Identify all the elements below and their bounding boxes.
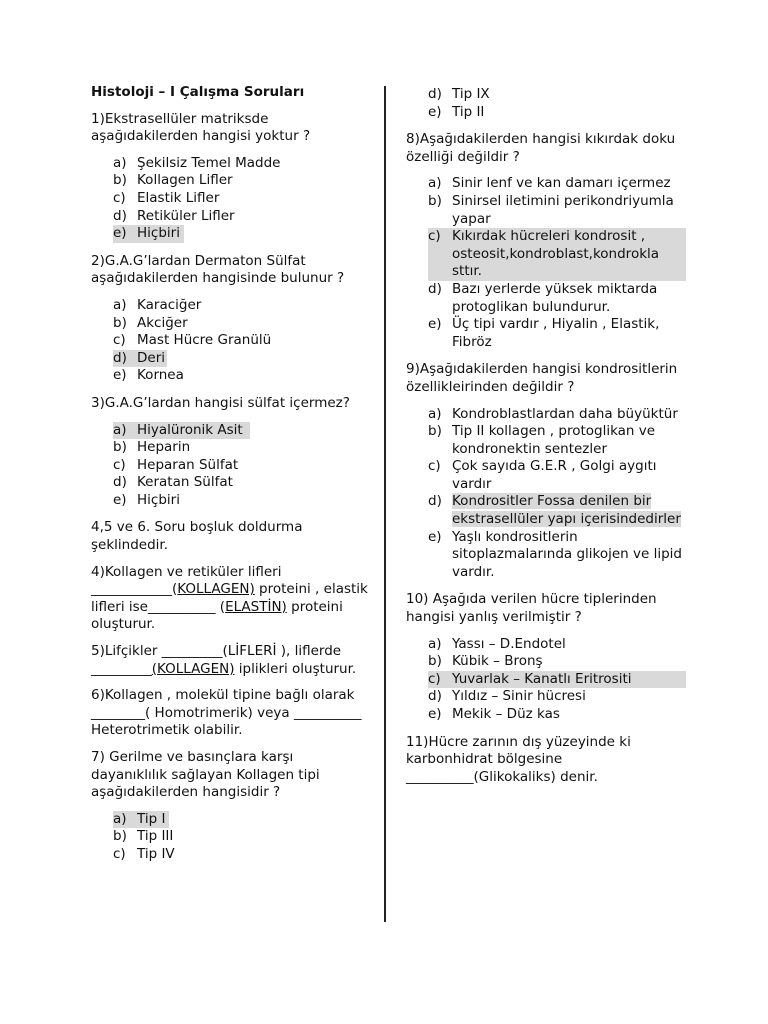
question-5: 5)Lifçikler _________(LİFLERİ ), liflerde _________(KOLLAGEN) iplikleri oluşturur. [91,643,357,677]
option-7a-answer: a) Tip I [91,811,369,829]
option-1e-answer: e) Hiçbiri [91,225,369,243]
question-2: 2)G.A.G’lardan Dermaton Sülfat aşağıdakilerden hangisinde bulunur ? [91,252,345,287]
option-8d: d) Bazı yerlerde yüksek miktarda protoglikan bulundurur. [428,280,658,315]
option-2d-answer: d) Deri [113,349,166,366]
option-2b: b) Akciğer [113,314,188,331]
column-divider [384,86,386,922]
option-8b: b) Sinirsel iletimini perikondriyumla yapar [428,192,674,227]
option-7c: c) Tip IV [113,845,175,862]
answer-collagen-5: (KOLLAGEN) [151,660,235,677]
question-3: 3)G.A.G’lardan hangisi sülfat içermez? [91,394,350,411]
option-1b: b) Kollagen Lifler [113,172,233,189]
question-3-options [91,422,369,510]
option-2c: c) Mast Hücre Granülü [113,332,272,349]
question-7: 7) Gerilme ve basınçlara karşı dayanıklılık sağlayan Kollagen tipi aşağıdakilerden hangisidir ? [91,749,324,801]
question-9: 9)Aşağıdakilerden hangisi kondrositlerin özellikleirinden değildir ? [406,361,682,395]
option-3a-answer: a) Hiyalüronik Asit [91,422,369,440]
question-1: 1)Ekstrasellüler matriksde aşağıdakilerden hangisi yoktur ? [91,110,311,145]
left-column [91,84,373,874]
question-7-options [91,811,369,864]
option-3b: b) Heparin [113,439,191,456]
option-9e: e) Yaşlı kondrositlerin sitoplazmalarında glikojen ve lipid vardır. [428,528,683,580]
question-8-options [406,175,686,351]
question-8: 8)Aşağıdakilerden hangisi kıkırdak doku özelliği değildir ? [406,131,680,165]
option-3d: d) Keratan Sülfat [113,474,233,491]
question-6: 6)Kollagen , molekül tipine bağlı olarak ________( Homotrimerik) veya __________ Heterotrimetik olabilir. [91,687,366,739]
option-2a: a) Karaciğer [113,296,202,313]
option-7e: e) Tip II [428,103,485,120]
answer-elastin: ELASTİN) [225,598,287,615]
option-10b: b) Kübik – Bronş [428,653,543,670]
option-9b: b) Tip II kollagen , protoglikan ve kondronektin sentezler [428,423,656,457]
question-10-options [406,636,686,724]
answer-collagen: KOLLAGEN) [177,581,255,598]
option-10d: d) Yıldız – Sinir hücresi [428,688,586,705]
question-11: 11)Hücre zarının dış yüzeyinde ki karbonhidrat bölgesine __________(Glikokaliks) denir. [406,733,636,785]
option-1a: a) Şekilsiz Temel Madde [113,154,281,171]
option-10a: a) Yassı – D.Endotel [428,635,566,652]
right-column [406,86,686,795]
question-9-options [406,406,686,582]
option-8a: a) Sinir lenf ve kan damarı içermez [428,175,671,192]
fill-in-note: 4,5 ve 6. Soru boşluk doldurma şeklindedir. [91,519,307,554]
option-9a: a) Kondroblastlardan daha büyüktür [428,405,678,422]
question-7-options-cont [406,86,686,121]
option-9d-answer: d) Kondrositler Fossa denilen bir ekstrasellüler yapı içerisindedirler [428,493,681,528]
option-10e: e) Mekik – Düz kas [428,706,560,722]
option-8c-answer: c) Kıkırdak hücreleri kondrosit , osteosit,kondroblast,kondrokla sttır. [428,228,686,281]
question-10: 10) Aşağıda verilen hücre tiplerinden hangisi yanlış verilmiştir ? [406,591,661,626]
option-3e: e) Hiçbiri [113,491,180,508]
question-2-options [91,297,369,385]
option-1d: d) Retiküler Lifler [113,207,235,224]
option-9c: c) Çok sayıda G.E.R , Golgi aygıtı vardır [428,458,657,492]
option-7b: b) Tip III [113,828,174,845]
option-8e: e) Üç tipi vardır , Hiyalin , Elastik, Fibröz [428,316,660,350]
option-7d: d) Tip IX [428,86,490,102]
question-1-options [91,155,369,243]
option-10c-answer: c) Yuvarlak – Kanatlı Eritrositi [428,671,686,689]
question-4: 4)Kollagen ve retiküler lifleri ____________(KOLLAGEN) proteini , elastik lifleri ise__________ (ELASTİN) proteini oluşturur. [91,563,373,633]
option-1c: c) Elastik Lifler [113,189,220,206]
page-title: Histoloji – I Çalışma Soruları [91,84,305,100]
option-3c: c) Heparan Sülfat [113,456,239,473]
option-2e: e) Kornea [113,367,184,384]
